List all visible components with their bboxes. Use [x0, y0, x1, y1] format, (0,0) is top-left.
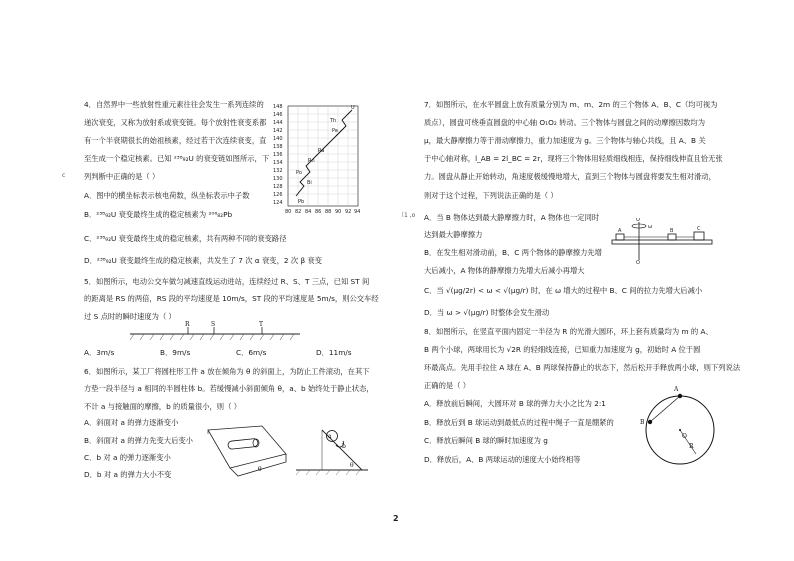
- ball-b-label: B: [640, 419, 645, 426]
- center-o-label: O: [682, 433, 687, 440]
- x-tick: 80: [285, 209, 292, 215]
- y-tick: 144: [273, 120, 283, 126]
- y-tick: 134: [273, 160, 283, 166]
- q7-option-c: C．当 √(μg/2r) < ω < √(μg/r) 时，在 ω 增大的过程中 B、C 间的拉力先增大后减小: [424, 286, 703, 295]
- x-tick: 92: [345, 209, 352, 215]
- q8-option-d: D．释放后，A、B 两球运动的速度大小始终相等: [424, 455, 581, 464]
- q7-line: 7．如图所示，在水平圆盘上放有质量分别为 m、m、2m 的三个物体 A、B、C（均可视为: [424, 100, 718, 109]
- y-tick: 124: [273, 200, 283, 206]
- q4-line: 递次衰变，又称为放射系或衰变链。每个放射性衰变系都: [84, 118, 267, 127]
- decay-chain-figure: [272, 100, 362, 220]
- q8-line: B 两个小球，两球用长为 √2R 的轻细线连接，已知重力加速度为 g，初始时 A 位于圆: [424, 345, 701, 354]
- q8-line: 8．如图所示，在竖直平面内固定一半径为 R 的光滑大圆环，环上套有质量均为 m 的 A、: [424, 327, 713, 336]
- q7-option-a: A．当 B 物体达到最大静摩擦力时，A 物体也一定同时: [424, 213, 600, 222]
- q4-line: 4．自然界中一些放射性重元素往往会发生一系列连续的: [84, 100, 264, 109]
- label-b: b: [342, 443, 346, 450]
- x-tick: 84: [305, 209, 312, 215]
- x-tick: 94: [354, 209, 361, 215]
- q5-line: 5．如图所示，电动公交车做匀减速直线运动进站，连续经过 R、S、T 三点，已知 ST 间: [84, 277, 370, 286]
- point-t-label: T: [259, 321, 264, 328]
- q7-option-a-cont: 达到最大静摩擦力: [424, 230, 483, 239]
- x-tick: 90: [335, 209, 342, 215]
- cylinder-incline-3d-figure: [204, 424, 288, 478]
- label-a: a: [328, 433, 332, 440]
- block-b-label: B: [670, 228, 674, 234]
- nuclide-label: Po: [296, 170, 302, 176]
- q6-option-c: C．b 对 a 的弹力逐渐变小: [84, 453, 171, 462]
- q4-option-c: C．²³⁸₉₂U 衰变最终生成的稳定核素，共有两种不同的衰变路径: [84, 234, 287, 243]
- radius-r-label: R: [689, 443, 694, 450]
- nuclide-label: Rn: [308, 158, 315, 164]
- y-tick: 136: [273, 152, 283, 158]
- q8-line: 环最高点。先用手拉住 A 球在 A、B 两球保持静止的状态下，然后松开手释放两小球，则下列说法: [424, 363, 741, 372]
- nuclide-label: Ra: [318, 148, 325, 154]
- q7-option-b-cont: 大后减小，A 物体的静摩擦力先增大后减小再增大: [424, 266, 585, 275]
- y-tick: 148: [273, 104, 283, 110]
- q5-option-c: C．6m/s: [236, 348, 267, 357]
- y-tick: 140: [273, 136, 283, 142]
- left-margin-mark: c: [62, 172, 66, 179]
- x-tick: 86: [315, 209, 322, 215]
- q5-option-b: B．9m/s: [160, 348, 191, 357]
- page-number: 2: [393, 514, 399, 523]
- q7-line: μ，最大静摩擦力等于滑动摩擦力，重力加速度为 g。三个物体与轴心共线，且 A、B 关: [424, 136, 706, 145]
- q4-option-d: D．²³⁸₉₂U 衰变最终生成的稳定核素，共发生了 7 次 α 衰变，2 次 β 衰变: [84, 256, 323, 265]
- x-tick: 88: [325, 209, 332, 215]
- q4-option-b: B．²³⁸₉₂U 衰变最终生成的稳定核素为 ²⁰⁶₈₂Pb: [84, 210, 233, 219]
- y-tick: 126: [273, 192, 283, 198]
- q7-line: 力。圆盘从静止开始转动，角速度极缓慢地增大，直到三个物体与圆盘将要发生相对滑动，: [424, 172, 716, 181]
- q7-option-b: B．在发生相对滑动前，B、C 两个物体的静摩擦力先增: [424, 248, 602, 257]
- y-tick: 128: [273, 184, 283, 190]
- q8-line: 正确的是（ ）: [424, 381, 471, 390]
- axis-bottom-label: O: [636, 260, 640, 264]
- q7-line: 质点），圆盘可绕垂直圆盘的中心轴 O₁O₂ 转动。三个物体与圆盘之间的动摩擦因数均为: [424, 118, 706, 127]
- q6-option-b: B．斜面对 a 的弹力先变大后变小: [84, 436, 193, 445]
- q7-option-d: D．当 ω > √(μg/r) 时整体会发生滑动: [424, 308, 550, 317]
- y-tick: 142: [273, 128, 283, 134]
- block-c-label: C: [697, 226, 701, 232]
- y-tick: 146: [273, 112, 283, 118]
- ring-figure: [636, 382, 722, 474]
- q8-option-a: A．释放前后瞬间，大圆环对 B 球的弹力大小之比为 2:1: [424, 399, 606, 408]
- binding-margin-mark: （1 ,o: [398, 212, 416, 219]
- q5-line: 过 S 点时的瞬时速度为（ ）: [84, 312, 176, 321]
- nuclide-label: Bi: [307, 180, 312, 186]
- q4-option-a: A．图中的横坐标表示核电荷数，纵坐标表示中子数: [84, 191, 250, 200]
- nuclide-label: Pb: [298, 199, 305, 205]
- q4-line: 至生成一个稳定核素。已知 ²³⁸₉₂U 的衰变链如图所示，下: [84, 154, 270, 163]
- point-s-label: S: [211, 321, 216, 328]
- cylinder-incline-side-figure: [292, 424, 370, 482]
- q5-option-d: D．11m/s: [316, 348, 352, 357]
- q4-line: 列判断中正确的是（ ）: [84, 172, 160, 181]
- q7-line: 于中心轴对称，l_AB = 2l_BC = 2r，现将三个物体用轻质细线相连，保持细线伸直且恰无张: [424, 154, 723, 163]
- turntable-figure: [610, 218, 720, 264]
- block-a-label: A: [618, 228, 622, 234]
- y-tick: 132: [273, 168, 283, 174]
- nuclide-label: Pa: [332, 128, 338, 134]
- q6-option-a: A．斜面对 a 的弹力逐渐变小: [84, 418, 179, 427]
- y-tick: 130: [273, 176, 283, 182]
- nuclide-label: Th: [330, 118, 337, 124]
- q6-line: 方垫一段半径与 a 相同的半圆柱体 b。若缓慢减小斜面倾角 θ，a、b 始终处于静止状态，: [84, 384, 374, 393]
- road-figure: [130, 320, 300, 344]
- q4-line: 有一个半衰期很长的始祖核素，经过若干次连续衰变，直: [84, 136, 267, 145]
- q5-line: 的距离是 RS 的两倍，RS 段的平均速度是 10m/s，ST 段的平均速度是 5m/s，则公交车经: [84, 294, 379, 303]
- label-theta: θ: [350, 462, 354, 469]
- axis-top-label: O: [636, 218, 640, 223]
- x-tick: 82: [295, 209, 302, 215]
- ball-a-label: A: [674, 386, 679, 393]
- omega-label: ω: [648, 224, 653, 230]
- q8-option-b: B．释放后到 B 球运动到最低点的过程中绳子一直是绷紧的: [424, 418, 614, 427]
- q6-line: 6．如图所示，某工厂将圆柱形工件 a 放在倾角为 θ 的斜面上，为防止工件滚动，在其下: [84, 367, 370, 376]
- q7-line: 则对于这个过程，下列说法正确的是（ ）: [424, 191, 558, 200]
- q5-option-a: A．3m/s: [84, 348, 115, 357]
- angle-theta-label: θ: [258, 466, 262, 473]
- y-tick: 138: [273, 144, 283, 150]
- q6-line: 不计 a 与接触面的摩擦，b 的质量很小，则（ ）: [84, 402, 242, 411]
- q8-option-c: C．释放后瞬间 B 球的瞬时加速度为 g: [424, 436, 548, 445]
- nuclide-label: U: [351, 105, 355, 111]
- q6-option-d: D．b 对 a 的弹力大小不变: [84, 470, 172, 479]
- point-r-label: R: [185, 321, 190, 328]
